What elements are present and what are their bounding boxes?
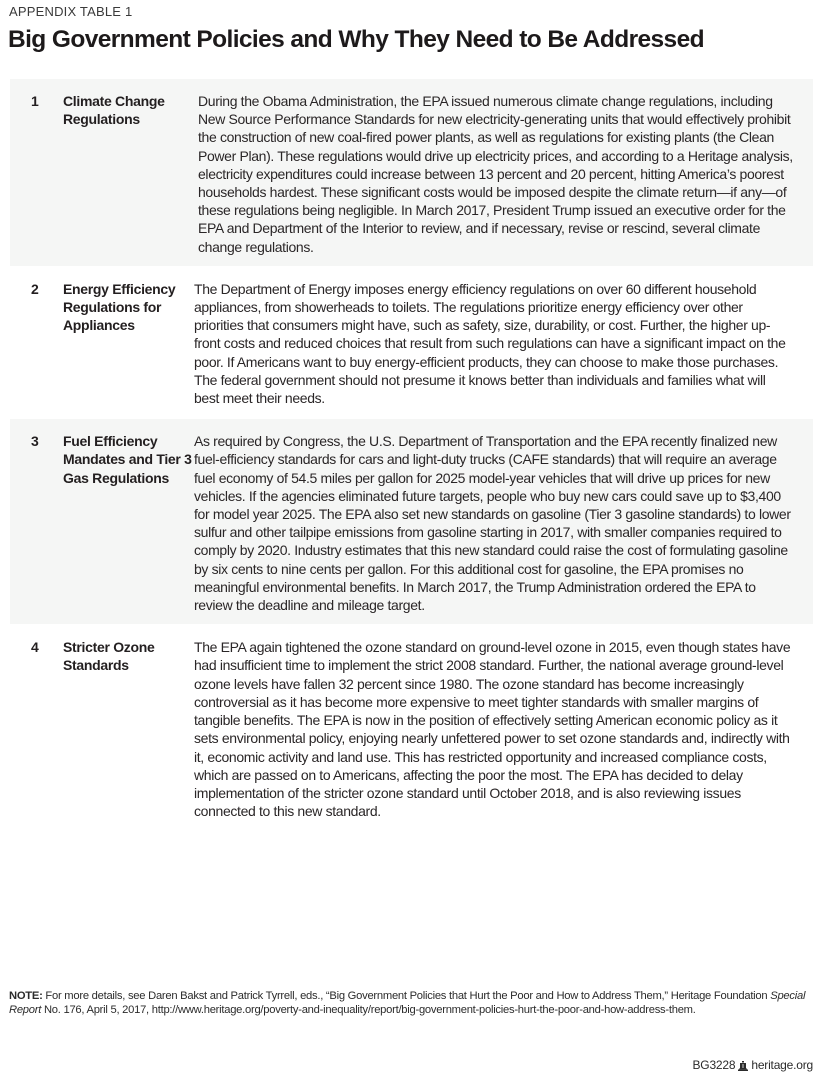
policy-name: Fuel Efficiency Mandates and Tier 3 Gas Regulations xyxy=(63,433,192,486)
policy-description: As required by Congress, the U.S. Department of Transportation and the EPA recently finalized new fuel-efficiency standards for cars and light-duty trucks (CAFE standards) that will require an average fuel economy of 54.5 miles per gallon for 2025 model-year vehicles that will drive up prices for new vehicles. If the agencies eliminated future targets, people who buy new cars could save up to $3,400 for model year 2025. The EPA also set new standards on gasoline (Tier 3 gasoline standards) to lower sulfur and other tailpipe emissions from gasoline starting in 2017, with smaller companies required to comply by 2020. Industry estimates that this new standard could raise the cost of formulating gasoline by six cents to nine cents per gallon. For this additional cost for gasoline, the EPA promises no meaningful environmental benefits. In March 2017, the Trump Administration ordered the EPA to review the deadline and mileage target. xyxy=(194,433,791,614)
table-row xyxy=(10,79,813,266)
table-row xyxy=(10,419,813,624)
policy-description: The Department of Energy imposes energy efficiency regulations on over 60 different household appliances, from showerheads to toilets. The regulations prioritize energy efficiency over other priorities that consumers might have, such as safety, size, durability, or cost. Further, the higher up-front costs and reduced choices that result from such regulations can have a significant impact on the poor. If Americans want to buy energy-efficient products, they can choose to make those purchases. The federal government should not presume it knows better than individuals and families what will best meet their needs. xyxy=(194,280,786,407)
policy-name: Energy Efficiency Regulations for Appliances xyxy=(63,280,176,334)
report-code: BG3228 xyxy=(692,1058,736,1072)
policy-name: Climate Change Regulations xyxy=(63,93,165,128)
row-number: 2 xyxy=(31,280,39,297)
table-row xyxy=(10,624,813,830)
note-text-after: No. 176, April 5, 2017, http://www.heritage.org/poverty-and-inequality/report/big-government-policies-hurt-the-poor-and-how-address-them. xyxy=(41,1004,696,1017)
policy-description: During the Obama Administration, the EPA issued numerous climate change regulations, including New Source Performance Standards for new electricity-generating units that would effectively prohibit the construction of new coal-fired power plants, as well as regulations for existing plants (the Clean Power Plan). These regulations would drive up electricity prices, and according to a Heritage analysis, electricity expenditures could increase between 13 percent and 20 percent, hitting America’s poorest households hardest. These significant costs would be imposed despite the climate return—if any—of these regulations being negligible. In March 2017, President Trump issued an executive order for the EPA and Department of the Interior to review, and if necessary, revise or rescind, several climate change regulations. xyxy=(198,93,793,255)
note-text: For more details, see Daren Bakst and Patrick Tyrrell, eds., “Big Government Policies that Hurt the Poor and How to Address Them,” Heritage Foundation xyxy=(42,990,771,1002)
table-row xyxy=(10,266,813,419)
policy-description: The EPA again tightened the ozone standard on ground-level ozone in 2015, even though states have had insufficient time to implement the strict 2008 standard. Further, the national average ground-level ozone levels have fallen 32 percent since 1980. The ozone standard has become increasingly controversial as it has become more expensive to meet tighter standards with smaller margins of tangible benefits. The EPA is now in the position of effectively setting American economic policy as it sets environmental policy, enjoying nearly unfettered power to set ozone standards and, indirectly with it, economic activity and land use. This has restricted opportunity and increased compliance costs, which are passed on to Americans, affecting the poor the most. The EPA has decided to delay implementation of the stricter ozone standard until October 2018, and is also reviewing issues connected to this new standard. xyxy=(194,639,791,820)
note-label: NOTE: xyxy=(9,990,43,1002)
footer-credit xyxy=(693,1058,814,1072)
row-number: 1 xyxy=(31,93,39,109)
page-title: Big Government Policies and Why They Need to Be Addressed xyxy=(8,26,704,53)
row-number: 4 xyxy=(31,639,39,656)
table-eyebrow: APPENDIX TABLE 1 xyxy=(9,4,133,19)
policy-name: Stricter Ozone Standards xyxy=(63,639,155,674)
note-publication-italic: Special Report xyxy=(9,990,806,1017)
site-link[interactable]: heritage.org xyxy=(751,1058,813,1072)
row-number: 3 xyxy=(31,433,39,450)
policy-table xyxy=(10,79,813,830)
source-note xyxy=(9,989,817,1018)
liberty-bell-icon xyxy=(738,1060,748,1070)
